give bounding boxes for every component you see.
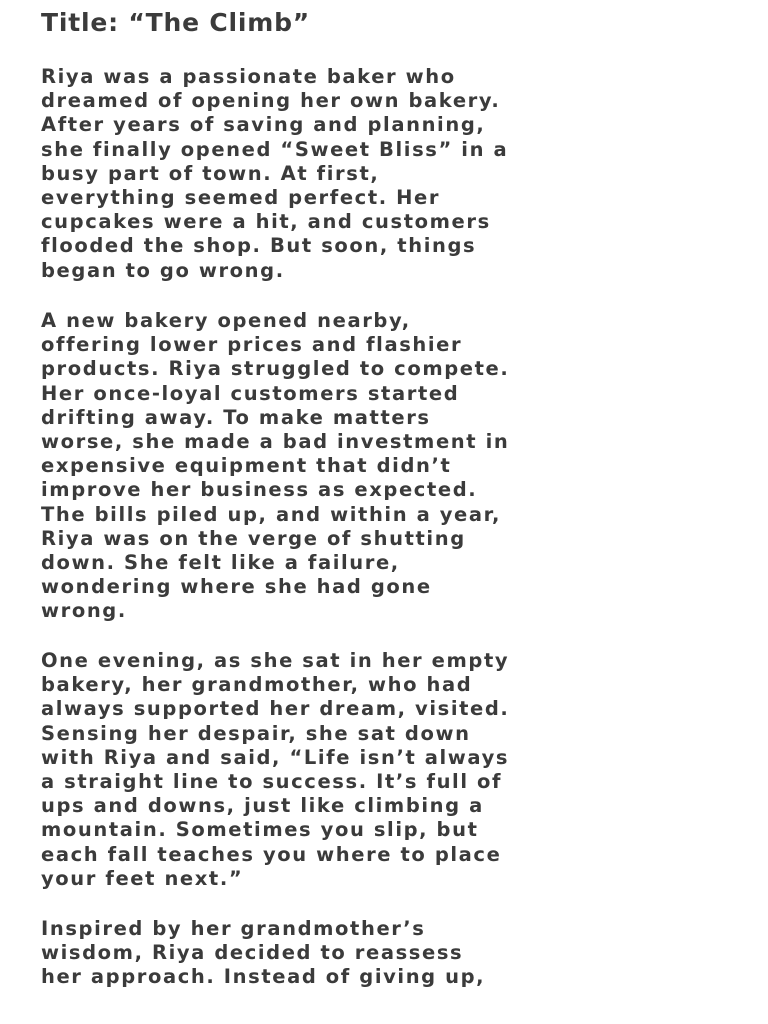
paragraph-line: expensive equipment that didn’t <box>41 454 452 478</box>
paragraph-line: The bills piled up, and within a year, <box>41 502 501 526</box>
paragraph-line: her approach. Instead of giving up, <box>41 965 486 989</box>
paragraph-line: improve her business as expected. <box>41 478 478 502</box>
paragraph-line: A new bakery opened nearby, <box>41 309 411 332</box>
paragraph-line: with Riya and said, “Life isn’t always <box>41 745 510 769</box>
paragraph-line: a straight line to success. It’s full of <box>41 770 503 794</box>
paragraph-line: flooded the shop. But soon, things <box>41 234 477 258</box>
paragraph-line: ups and downs, just like climbing a <box>41 794 484 818</box>
paragraph-line: worse, she made a bad investment in <box>41 430 510 454</box>
paragraph-line: cupcakes were a hit, and customers <box>41 210 491 234</box>
paragraph-line: Sensing her despair, she sat down <box>41 721 471 745</box>
paragraph-line: drifting away. To make matters <box>41 405 431 429</box>
paragraph-line: busy part of town. At first, <box>41 161 380 185</box>
paragraph-line: bakery, her grandmother, who had <box>41 673 473 697</box>
paragraph-line: always supported her dream, visited. <box>41 697 510 721</box>
paragraph-line: began to go wrong. <box>41 258 285 282</box>
paragraph-line: One evening, as she sat in her empty <box>41 649 510 672</box>
paragraph-4 <box>41 917 741 990</box>
paragraph-line: wrong. <box>41 599 127 623</box>
paragraph-2 <box>41 309 741 624</box>
paragraph-line: Riya was a passionate baker who <box>41 65 456 88</box>
paragraph-line: mountain. Sometimes you slip, but <box>41 818 479 842</box>
paragraph-line: your feet next.” <box>41 866 244 890</box>
paragraph-line: everything seemed perfect. Her <box>41 186 441 210</box>
paragraph-line: wondering where she had gone <box>41 575 432 599</box>
paragraph-line: products. Riya struggled to compete. <box>41 357 510 381</box>
paragraph-line: offering lower prices and flashier <box>41 333 463 357</box>
paragraph-line: wisdom, Riya decided to reassess <box>41 941 464 965</box>
paragraph-line: Riya was on the verge of shutting <box>41 526 466 550</box>
paragraph-1 <box>41 65 741 283</box>
paragraph-line: Her once-loyal customers started <box>41 381 460 405</box>
story-title: Title: “The Climb” <box>41 8 311 37</box>
paragraph-line: After years of saving and planning, <box>41 113 486 137</box>
paragraph-line: dreamed of opening her own bakery. <box>41 89 501 113</box>
paragraph-line: down. She felt like a failure, <box>41 551 400 575</box>
paragraph-3 <box>41 649 741 891</box>
paragraph-line: she finally opened “Sweet Bliss” in a <box>41 137 509 161</box>
paragraph-line: each fall teaches you where to place <box>41 842 502 866</box>
paragraph-line: Inspired by her grandmother’s <box>41 917 426 940</box>
